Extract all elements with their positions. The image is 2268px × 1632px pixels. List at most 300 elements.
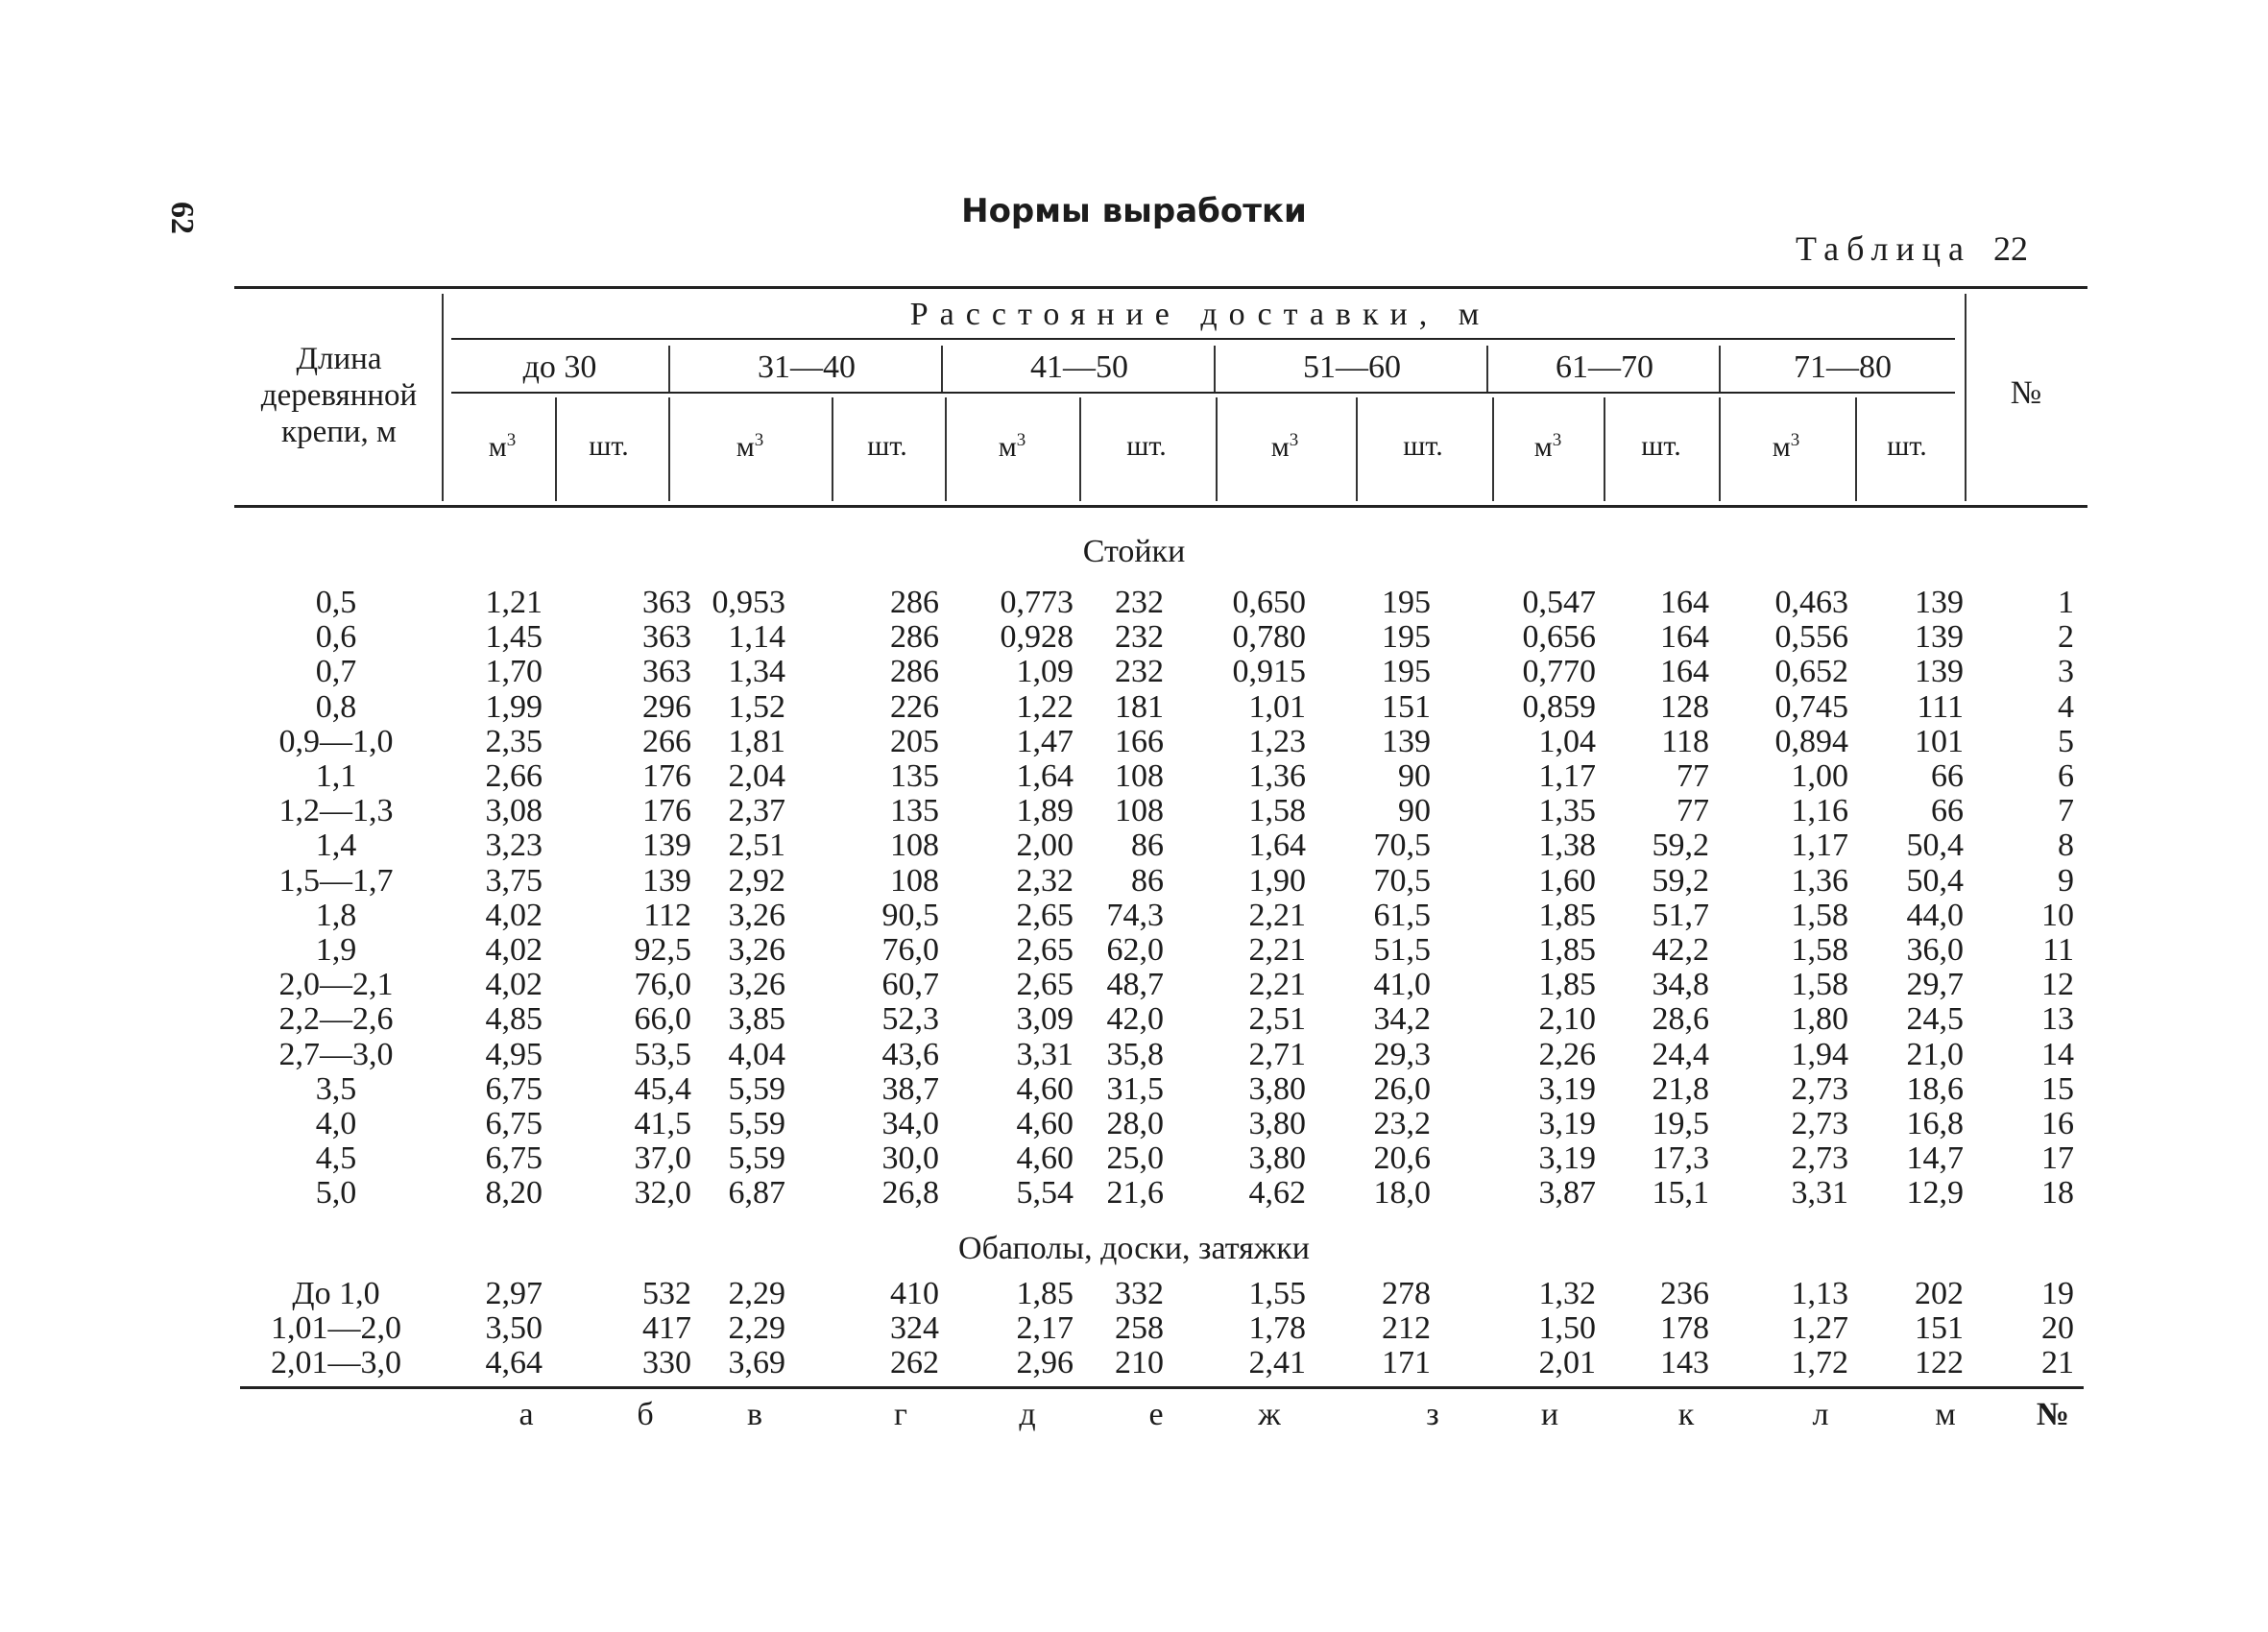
volume-cell: 1,85 bbox=[1016, 1276, 1074, 1311]
length-cell: 2,2—2,6 bbox=[278, 1001, 394, 1038]
length-cell: 1,4 bbox=[315, 828, 357, 864]
volume-cell: 1,50 bbox=[1538, 1310, 1596, 1347]
pieces-cell: 181 bbox=[1115, 688, 1164, 725]
table-row bbox=[0, 1311, 2268, 1346]
pieces-cell: 32,0 bbox=[634, 1175, 691, 1212]
unit-m3 bbox=[1490, 430, 1605, 464]
row-number-cell: 6 bbox=[2058, 758, 2074, 794]
pieces-cell: 48,7 bbox=[1106, 967, 1164, 1003]
pieces-cell: 139 bbox=[1382, 723, 1431, 759]
pieces-cell: 139 bbox=[642, 828, 691, 864]
table-row bbox=[0, 933, 2268, 968]
column-letter: ж bbox=[1258, 1397, 1281, 1432]
volume-cell: 0,650 bbox=[1232, 585, 1306, 620]
volume-cell: 0,859 bbox=[1522, 688, 1596, 725]
column-letter: м bbox=[1935, 1397, 1956, 1432]
unit-m3-text: м bbox=[1270, 431, 1290, 463]
pieces-cell: 286 bbox=[890, 654, 939, 690]
pieces-cell: 176 bbox=[642, 793, 691, 829]
pieces-cell: 232 bbox=[1115, 619, 1164, 656]
pieces-cell: 74,3 bbox=[1106, 897, 1164, 933]
volume-cell: 1,17 bbox=[1538, 758, 1596, 794]
length-cell: 5,0 bbox=[315, 1175, 357, 1212]
pieces-cell: 51,7 bbox=[1652, 897, 1709, 933]
length-cell: 4,5 bbox=[315, 1140, 357, 1177]
pieces-cell: 101 bbox=[1915, 723, 1964, 759]
pieces-cell: 16,8 bbox=[1906, 1106, 1964, 1141]
unit-pcs: шт. bbox=[1887, 430, 1927, 462]
volume-cell: 0,915 bbox=[1232, 654, 1306, 690]
volume-cell: 1,81 bbox=[728, 723, 785, 759]
pieces-cell: 59,2 bbox=[1652, 862, 1709, 899]
pieces-cell: 14,7 bbox=[1906, 1140, 1964, 1177]
volume-cell: 2,32 bbox=[1016, 862, 1074, 899]
pieces-cell: 151 bbox=[1382, 688, 1431, 725]
pieces-cell: 232 bbox=[1115, 654, 1164, 690]
volume-cell: 0,745 bbox=[1774, 688, 1848, 725]
table-row bbox=[0, 586, 2268, 620]
pieces-cell: 286 bbox=[890, 619, 939, 656]
volume-cell: 0,556 bbox=[1774, 619, 1848, 656]
row-number-cell: 5 bbox=[2058, 723, 2074, 759]
pieces-cell: 60,7 bbox=[881, 967, 939, 1003]
range-divider bbox=[941, 346, 943, 392]
pieces-cell: 29,3 bbox=[1373, 1036, 1431, 1072]
pieces-cell: 86 bbox=[1131, 862, 1164, 899]
table-row bbox=[0, 759, 2268, 794]
volume-cell: 1,64 bbox=[1248, 828, 1306, 864]
pieces-cell: 210 bbox=[1115, 1345, 1164, 1381]
volume-cell: 1,00 bbox=[1791, 758, 1848, 794]
volume-cell: 2,96 bbox=[1016, 1345, 1074, 1381]
range-divider bbox=[668, 346, 670, 392]
unit-m3-text: м bbox=[1533, 431, 1553, 463]
length-cell: 0,9—1,0 bbox=[278, 723, 394, 759]
row-number-cell: 4 bbox=[2058, 688, 2074, 725]
volume-cell: 1,85 bbox=[1538, 897, 1596, 933]
unit-pcs: шт. bbox=[1403, 430, 1443, 462]
pieces-cell: 164 bbox=[1660, 619, 1709, 656]
volume-cell: 3,19 bbox=[1538, 1106, 1596, 1141]
volume-cell: 2,26 bbox=[1538, 1036, 1596, 1072]
volume-cell: 2,37 bbox=[728, 793, 785, 829]
row-number-cell: 8 bbox=[2058, 828, 2074, 864]
pieces-cell: 34,2 bbox=[1373, 1001, 1431, 1038]
volume-cell: 4,02 bbox=[485, 932, 543, 968]
length-cell: 1,1 bbox=[315, 758, 357, 794]
pieces-cell: 30,0 bbox=[881, 1140, 939, 1177]
volume-cell: 6,87 bbox=[728, 1175, 785, 1212]
column-letter: б bbox=[637, 1397, 654, 1432]
pieces-cell: 139 bbox=[642, 862, 691, 899]
length-cell: 2,01—3,0 bbox=[271, 1345, 401, 1381]
row-number-cell: 11 bbox=[2042, 932, 2074, 968]
range-divider bbox=[1719, 346, 1721, 392]
volume-cell: 6,75 bbox=[485, 1070, 543, 1107]
volume-cell: 2,71 bbox=[1248, 1036, 1306, 1072]
volume-cell: 3,26 bbox=[728, 897, 785, 933]
pieces-cell: 108 bbox=[1115, 793, 1164, 829]
volume-cell: 3,31 bbox=[1016, 1036, 1074, 1072]
volume-cell: 1,16 bbox=[1791, 793, 1848, 829]
range-header: 61—70 bbox=[1556, 349, 1653, 385]
volume-cell: 3,85 bbox=[728, 1001, 785, 1038]
pieces-cell: 236 bbox=[1660, 1276, 1709, 1311]
volume-cell: 4,02 bbox=[485, 967, 543, 1003]
pieces-cell: 61,5 bbox=[1373, 897, 1431, 933]
pieces-cell: 195 bbox=[1382, 585, 1431, 620]
table-row bbox=[0, 828, 2268, 863]
pieces-cell: 34,0 bbox=[881, 1106, 939, 1141]
column-letter: д bbox=[1019, 1397, 1036, 1432]
pieces-cell: 76,0 bbox=[634, 967, 691, 1003]
volume-cell: 4,64 bbox=[485, 1345, 543, 1381]
table-label-text: Таблица bbox=[1796, 229, 1971, 268]
pieces-cell: 195 bbox=[1382, 654, 1431, 690]
pieces-cell: 37,0 bbox=[634, 1140, 691, 1177]
volume-cell: 2,04 bbox=[728, 758, 785, 794]
volume-cell: 2,51 bbox=[728, 828, 785, 864]
pieces-cell: 76,0 bbox=[881, 932, 939, 968]
pieces-cell: 205 bbox=[890, 723, 939, 759]
pieces-cell: 330 bbox=[642, 1345, 691, 1381]
volume-cell: 1,45 bbox=[485, 619, 543, 656]
range-header: 31—40 bbox=[758, 349, 856, 385]
volume-cell: 1,21 bbox=[485, 585, 543, 620]
volume-cell: 2,41 bbox=[1248, 1345, 1306, 1381]
pieces-cell: 171 bbox=[1382, 1345, 1431, 1381]
volume-cell: 3,09 bbox=[1016, 1001, 1074, 1038]
volume-cell: 3,50 bbox=[485, 1310, 543, 1347]
volume-cell: 1,89 bbox=[1016, 793, 1074, 829]
pieces-cell: 135 bbox=[890, 793, 939, 829]
volume-cell: 4,60 bbox=[1016, 1106, 1074, 1141]
unit-pcs: шт. bbox=[1641, 430, 1681, 462]
volume-cell: 2,21 bbox=[1248, 967, 1306, 1003]
pieces-cell: 20,6 bbox=[1373, 1140, 1431, 1177]
table-row bbox=[0, 1072, 2268, 1107]
volume-cell: 1,55 bbox=[1248, 1276, 1306, 1311]
volume-cell: 2,65 bbox=[1016, 897, 1074, 933]
range-header: 41—50 bbox=[1030, 349, 1128, 385]
row-number-cell: 13 bbox=[2041, 1001, 2074, 1038]
table-row bbox=[0, 1346, 2268, 1380]
table-bottom-rule bbox=[240, 1386, 2084, 1389]
volume-cell: 5,59 bbox=[728, 1106, 785, 1141]
volume-cell: 6,75 bbox=[485, 1106, 543, 1141]
length-cell: 0,8 bbox=[315, 688, 357, 725]
volume-cell: 2,51 bbox=[1248, 1001, 1306, 1038]
table-row bbox=[0, 899, 2268, 933]
pieces-cell: 42,0 bbox=[1106, 1001, 1164, 1038]
section-title: Обаполы, доски, затяжки bbox=[958, 1231, 1310, 1266]
table-top-rule bbox=[234, 286, 2087, 289]
pieces-cell: 166 bbox=[1115, 723, 1164, 759]
pieces-cell: 66,0 bbox=[634, 1001, 691, 1038]
table-row bbox=[0, 864, 2268, 899]
unit-superscript: 3 bbox=[1289, 430, 1299, 450]
pieces-cell: 31,5 bbox=[1106, 1070, 1164, 1107]
volume-cell: 2,97 bbox=[485, 1276, 543, 1311]
length-cell: 2,0—2,1 bbox=[278, 967, 394, 1003]
pieces-cell: 112 bbox=[643, 897, 691, 933]
pieces-cell: 36,0 bbox=[1906, 932, 1964, 968]
pieces-cell: 59,2 bbox=[1652, 828, 1709, 864]
distance-rule bbox=[451, 338, 1955, 340]
length-column-header: Длина деревянной крепи, м bbox=[260, 342, 418, 449]
pieces-cell: 262 bbox=[890, 1345, 939, 1381]
column-letter: и bbox=[1540, 1397, 1559, 1432]
pieces-cell: 25,0 bbox=[1106, 1140, 1164, 1177]
pieces-cell: 363 bbox=[642, 585, 691, 620]
pieces-cell: 128 bbox=[1660, 688, 1709, 725]
pieces-cell: 28,0 bbox=[1106, 1106, 1164, 1141]
row-number-cell: 14 bbox=[2041, 1036, 2074, 1072]
volume-cell: 3,31 bbox=[1791, 1175, 1848, 1212]
unit-m3-text: м bbox=[736, 431, 755, 463]
volume-cell: 0,547 bbox=[1522, 585, 1596, 620]
pieces-cell: 118 bbox=[1661, 723, 1709, 759]
volume-cell: 0,463 bbox=[1774, 585, 1848, 620]
unit-divider bbox=[1719, 397, 1721, 501]
volume-cell: 2,29 bbox=[728, 1310, 785, 1347]
volume-cell: 5,54 bbox=[1016, 1175, 1074, 1212]
volume-cell: 1,80 bbox=[1791, 1001, 1848, 1038]
pieces-cell: 90,5 bbox=[881, 897, 939, 933]
column-letter: з bbox=[1426, 1397, 1439, 1432]
volume-cell: 1,85 bbox=[1538, 967, 1596, 1003]
pieces-cell: 178 bbox=[1660, 1310, 1709, 1347]
page-heading: Нормы выработки bbox=[961, 192, 1307, 230]
volume-cell: 3,23 bbox=[485, 828, 543, 864]
pieces-cell: 18,6 bbox=[1906, 1070, 1964, 1107]
table-row bbox=[0, 794, 2268, 828]
volume-cell: 2,73 bbox=[1791, 1070, 1848, 1107]
length-cell: 1,5—1,7 bbox=[278, 862, 394, 899]
volume-cell: 4,62 bbox=[1248, 1175, 1306, 1212]
table-number: 22 bbox=[1992, 229, 2028, 268]
unit-divider bbox=[945, 397, 947, 501]
table-row bbox=[0, 1038, 2268, 1072]
table-row bbox=[0, 690, 2268, 725]
column-letter: в bbox=[746, 1397, 763, 1432]
pieces-cell: 41,0 bbox=[1373, 967, 1431, 1003]
volume-cell: 3,87 bbox=[1538, 1175, 1596, 1212]
table-row bbox=[0, 725, 2268, 759]
unit-m3 bbox=[445, 430, 560, 464]
row-number-cell: 19 bbox=[2041, 1276, 2074, 1311]
pieces-cell: 77 bbox=[1677, 758, 1709, 794]
unit-m3 bbox=[692, 430, 808, 464]
pieces-cell: 70,5 bbox=[1373, 828, 1431, 864]
volume-cell: 1,13 bbox=[1791, 1276, 1848, 1311]
pieces-cell: 108 bbox=[1115, 758, 1164, 794]
volume-cell: 2,01 bbox=[1538, 1345, 1596, 1381]
volume-cell: 4,60 bbox=[1016, 1070, 1074, 1107]
volume-cell: 4,04 bbox=[728, 1036, 785, 1072]
row-number-cell: 3 bbox=[2058, 654, 2074, 690]
table-row bbox=[0, 620, 2268, 655]
volume-cell: 2,65 bbox=[1016, 932, 1074, 968]
volume-cell: 0,928 bbox=[1000, 619, 1074, 656]
row-number-cell: 12 bbox=[2041, 967, 2074, 1003]
unit-m3 bbox=[954, 430, 1070, 464]
volume-cell: 1,85 bbox=[1538, 932, 1596, 968]
length-cell: До 1,0 bbox=[292, 1276, 380, 1311]
pieces-cell: 50,4 bbox=[1906, 862, 1964, 899]
volume-cell: 1,94 bbox=[1791, 1036, 1848, 1072]
pieces-cell: 17,3 bbox=[1652, 1140, 1709, 1177]
distance-header: Расстояние доставки, м bbox=[909, 297, 1491, 332]
unit-divider bbox=[668, 397, 670, 501]
unit-divider bbox=[1356, 397, 1358, 501]
row-number-cell: 10 bbox=[2041, 897, 2074, 933]
length-cell: 1,9 bbox=[315, 932, 357, 968]
volume-cell: 1,35 bbox=[1538, 793, 1596, 829]
volume-cell: 1,58 bbox=[1791, 932, 1848, 968]
pieces-cell: 44,0 bbox=[1906, 897, 1964, 933]
unit-superscript: 3 bbox=[1790, 430, 1800, 450]
pieces-cell: 45,4 bbox=[634, 1070, 691, 1107]
pieces-cell: 21,8 bbox=[1652, 1070, 1709, 1107]
volume-cell: 1,99 bbox=[485, 688, 543, 725]
volume-cell: 1,52 bbox=[728, 688, 785, 725]
volume-cell: 3,80 bbox=[1248, 1140, 1306, 1177]
table-row bbox=[0, 655, 2268, 689]
volume-cell: 0,656 bbox=[1522, 619, 1596, 656]
pieces-cell: 42,2 bbox=[1652, 932, 1709, 968]
pieces-cell: 278 bbox=[1382, 1276, 1431, 1311]
volume-cell: 2,00 bbox=[1016, 828, 1074, 864]
row-number-cell: 16 bbox=[2041, 1106, 2074, 1141]
volume-cell: 0,773 bbox=[1000, 585, 1074, 620]
pieces-cell: 18,0 bbox=[1373, 1175, 1431, 1212]
pieces-cell: 202 bbox=[1915, 1276, 1964, 1311]
volume-cell: 0,780 bbox=[1232, 619, 1306, 656]
table-row bbox=[0, 968, 2268, 1002]
volume-cell: 6,75 bbox=[485, 1140, 543, 1177]
range-header: до 30 bbox=[522, 349, 597, 385]
volume-cell: 2,17 bbox=[1016, 1310, 1074, 1347]
pieces-cell: 24,4 bbox=[1652, 1036, 1709, 1072]
pieces-cell: 28,6 bbox=[1652, 1001, 1709, 1038]
volume-cell: 4,60 bbox=[1016, 1140, 1074, 1177]
unit-superscript: 3 bbox=[1552, 430, 1562, 450]
column-letter: а bbox=[519, 1397, 534, 1432]
table-row bbox=[0, 1277, 2268, 1311]
range-divider bbox=[1486, 346, 1488, 392]
volume-cell: 2,21 bbox=[1248, 897, 1306, 933]
range-divider bbox=[1214, 346, 1216, 392]
volume-cell: 2,21 bbox=[1248, 932, 1306, 968]
pieces-cell: 258 bbox=[1115, 1310, 1164, 1347]
length-cell: 1,2—1,3 bbox=[278, 793, 394, 829]
volume-cell: 1,64 bbox=[1016, 758, 1074, 794]
volume-cell: 4,02 bbox=[485, 897, 543, 933]
length-cell: 3,5 bbox=[315, 1070, 357, 1107]
pieces-cell: 164 bbox=[1660, 654, 1709, 690]
pieces-cell: 410 bbox=[890, 1276, 939, 1311]
volume-cell: 1,01 bbox=[1248, 688, 1306, 725]
length-cell: 1,8 bbox=[315, 897, 357, 933]
volume-cell: 1,58 bbox=[1791, 967, 1848, 1003]
table-row bbox=[0, 1002, 2268, 1037]
pieces-cell: 363 bbox=[642, 619, 691, 656]
unit-m3-text: м bbox=[998, 431, 1017, 463]
volume-cell: 0,953 bbox=[712, 585, 785, 620]
pieces-cell: 90 bbox=[1398, 758, 1431, 794]
length-cell: 0,7 bbox=[315, 654, 357, 690]
row-number-cell: 18 bbox=[2041, 1175, 2074, 1212]
pieces-cell: 108 bbox=[890, 862, 939, 899]
pieces-cell: 232 bbox=[1115, 585, 1164, 620]
pieces-cell: 86 bbox=[1131, 828, 1164, 864]
column-letter: к bbox=[1677, 1397, 1695, 1432]
pieces-cell: 324 bbox=[890, 1310, 939, 1347]
volume-cell: 2,73 bbox=[1791, 1106, 1848, 1141]
row-number-cell: 15 bbox=[2041, 1070, 2074, 1107]
pieces-cell: 26,0 bbox=[1373, 1070, 1431, 1107]
row-number-cell: 17 bbox=[2041, 1140, 2074, 1177]
volume-cell: 3,69 bbox=[728, 1345, 785, 1381]
pieces-cell: 266 bbox=[642, 723, 691, 759]
volume-cell: 1,70 bbox=[485, 654, 543, 690]
volume-cell: 1,27 bbox=[1791, 1310, 1848, 1347]
range-rule bbox=[451, 392, 1955, 394]
length-cell: 1,01—2,0 bbox=[271, 1310, 401, 1347]
pieces-cell: 151 bbox=[1915, 1310, 1964, 1347]
pieces-cell: 122 bbox=[1915, 1345, 1964, 1381]
volume-cell: 3,26 bbox=[728, 967, 785, 1003]
pieces-cell: 532 bbox=[642, 1276, 691, 1311]
table-row bbox=[0, 1141, 2268, 1176]
pieces-cell: 164 bbox=[1660, 585, 1709, 620]
unit-m3 bbox=[1227, 430, 1342, 464]
pieces-cell: 296 bbox=[642, 688, 691, 725]
volume-cell: 1,23 bbox=[1248, 723, 1306, 759]
section-title: Стойки bbox=[1082, 534, 1186, 569]
volume-cell: 1,78 bbox=[1248, 1310, 1306, 1347]
pieces-cell: 226 bbox=[890, 688, 939, 725]
unit-pcs: шт. bbox=[867, 430, 907, 462]
unit-divider bbox=[1216, 397, 1218, 501]
range-header: 71—80 bbox=[1794, 349, 1892, 385]
volume-cell: 1,09 bbox=[1016, 654, 1074, 690]
volume-cell: 0,652 bbox=[1774, 654, 1848, 690]
volume-cell: 1,32 bbox=[1538, 1276, 1596, 1311]
volume-cell: 2,10 bbox=[1538, 1001, 1596, 1038]
volume-cell: 2,66 bbox=[485, 758, 543, 794]
volume-cell: 2,29 bbox=[728, 1276, 785, 1311]
pieces-cell: 77 bbox=[1677, 793, 1709, 829]
volume-cell: 1,38 bbox=[1538, 828, 1596, 864]
pieces-cell: 62,0 bbox=[1106, 932, 1164, 968]
pieces-cell: 43,6 bbox=[881, 1036, 939, 1072]
pieces-cell: 143 bbox=[1660, 1345, 1709, 1381]
pieces-cell: 90 bbox=[1398, 793, 1431, 829]
volume-cell: 0,894 bbox=[1774, 723, 1848, 759]
volume-cell: 5,59 bbox=[728, 1070, 785, 1107]
pieces-cell: 363 bbox=[642, 654, 691, 690]
pieces-cell: 34,8 bbox=[1652, 967, 1709, 1003]
row-number-cell: 20 bbox=[2041, 1310, 2074, 1347]
number-column-header: № bbox=[2010, 375, 2042, 411]
pieces-cell: 38,7 bbox=[881, 1070, 939, 1107]
unit-m3 bbox=[1728, 430, 1844, 464]
column-letter: л bbox=[1812, 1397, 1829, 1432]
row-number-cell: 21 bbox=[2041, 1345, 2074, 1381]
volume-cell: 1,17 bbox=[1791, 828, 1848, 864]
